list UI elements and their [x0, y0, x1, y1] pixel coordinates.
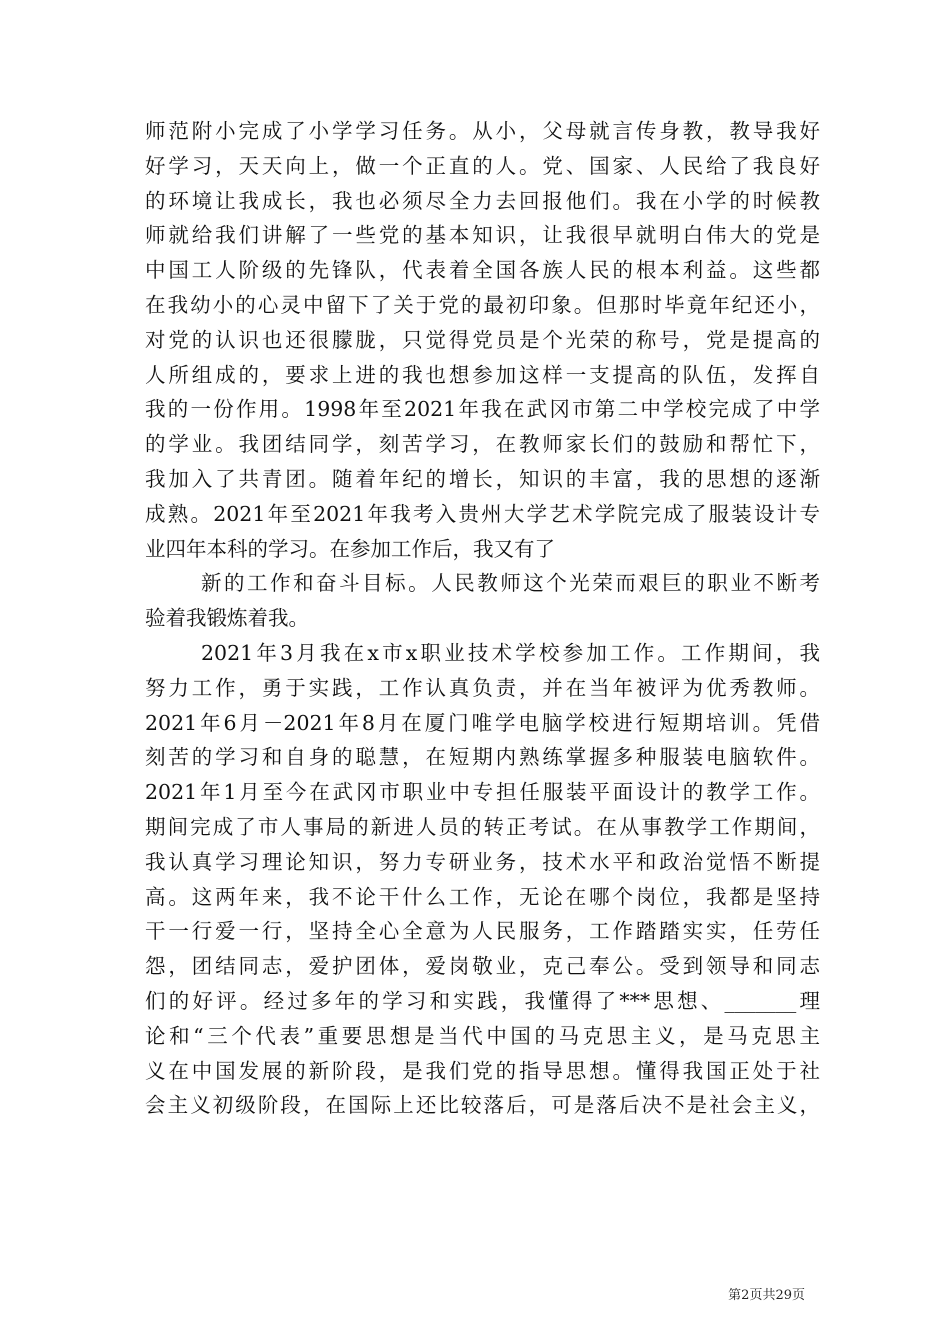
text-line: 对党的认识也还很朦胧，只觉得党员是个光荣的称号，党是提高的	[145, 327, 820, 352]
text-line: 会主义初级阶段，在国际上还比较落后，可是落后决不是社会主义，	[145, 1093, 820, 1118]
text-line: 在我幼小的心灵中留下了关于党的最初印象。但那时毕竟年纪还小，	[145, 292, 820, 317]
document-body	[145, 114, 820, 1123]
text-line: 干一行爱一行，坚持全心全意为人民服务，工作踏踏实实，任劳任	[145, 919, 820, 944]
text-line: 成熟。2021年至2021年我考入贵州大学艺术学院完成了服装设计专	[145, 501, 820, 526]
text-line: 期间完成了市人事局的新进人员的转正考试。在从事教学工作期间，	[145, 814, 820, 839]
text-line: 论和“三个代表”重要思想是当代中国的马克思主义，是马克思主	[145, 1023, 820, 1048]
text-line: 义在中国发展的新阶段，是我们党的指导思想。懂得我国正处于社	[145, 1058, 820, 1083]
text-line: 的环境让我成长，我也必须尽全力去回报他们。我在小学的时候教	[145, 188, 820, 213]
text-line: 们的好评。经过多年的学习和实践，我懂得了***思想、_______理	[145, 988, 820, 1013]
text-line: 2021年1月至今在武冈市职业中专担任服装平面设计的教学工作。	[145, 780, 820, 805]
page-number: 第2页共29页	[728, 1288, 805, 1303]
text-line: 业四年本科的学习。在参加工作后，我又有了	[145, 536, 555, 561]
text-line: 刻苦的学习和自身的聪慧，在短期内熟练掌握多种服装电脑软件。	[145, 745, 820, 770]
text-line: 我认真学习理论知识，努力专研业务，技术水平和政治觉悟不断提	[145, 849, 820, 874]
text-line: 高。这两年来，我不论干什么工作，无论在哪个岗位，我都是坚持	[145, 884, 820, 909]
text-line: 师就给我们讲解了一些党的基本知识，让我很早就明白伟大的党是	[145, 223, 820, 248]
page-footer	[0, 1284, 950, 1304]
text-line: 中国工人阶级的先锋队，代表着全国各族人民的根本利益。这些都	[145, 258, 820, 283]
text-line: 好学习，天天向上，做一个正直的人。党、国家、人民给了我良好	[145, 153, 820, 178]
paragraph-first-line: 新的工作和奋斗目标。人民教师这个光荣而艰巨的职业不断考	[201, 571, 820, 596]
text-line: 师范附小完成了小学学习任务。从小，父母就言传身教，教导我好	[145, 119, 820, 143]
text-line: 怨，团结同志，爱护团体，爱岗敬业，克己奉公。受到领导和同志	[145, 954, 820, 979]
text-line: 的学业。我团结同学，刻苦学习，在教师家长们的鼓励和帮忙下，	[145, 432, 820, 457]
text-line: 2021年6月－2021年8月在厦门唯学电脑学校进行短期培训。凭借	[145, 710, 820, 735]
text-line: 验着我锻炼着我。	[145, 606, 309, 631]
text-line: 努力工作，勇于实践，工作认真负责，并在当年被评为优秀教师。	[145, 675, 820, 700]
paragraph-first-line: 2021年3月我在x市x职业技术学校参加工作。工作期间，我	[201, 640, 820, 665]
text-line: 我加入了共青团。随着年纪的增长，知识的丰富，我的思想的逐渐	[145, 466, 820, 491]
text-line: 我的一份作用。1998年至2021年我在武冈市第二中学校完成了中学	[145, 397, 820, 422]
text-line: 人所组成的，要求上进的我也想参加这样一支提高的队伍，发挥自	[145, 362, 820, 387]
